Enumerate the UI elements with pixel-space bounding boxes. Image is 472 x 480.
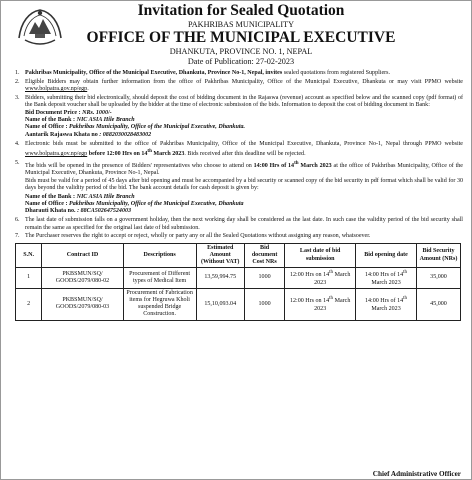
ppmo-website-link[interactable]: www.bolpatra.gov.np/egp bbox=[25, 86, 88, 93]
clause-6: 6. The last date of submission falls on a government holiday, then the next working day shall be considered as the last date. In such case the validity period of the bid security shall remain the same as specified for the original last date of bid submission. bbox=[15, 217, 463, 231]
office-address: DHANKUTA, PROVINCE NO. 1, NEPAL bbox=[169, 47, 313, 56]
table-row: 2 PKBSMUN/SQ/ GOODS/2079/080-03 Procurement of Fabrication items for Hegruwa Kholi suspended Bridge Construction. 15,10,093.04 1000 12:00 Hrs on 14th March 2023 14:00 Hrs of 14th March 2023 45,000 bbox=[16, 288, 461, 320]
clause-3: 3. Bidders, submitting their bid electronically, should deposit the cost of bidding document in the Rajaswa (revenue) account as specified below and the scanned copy (pdf format) of the Bank deposit voucher shall be uploaded by the bidder at the time of electronic submission of the bids. Information to deposit the cost of bidding document in Bank: Bid Document Price : NRs. 1000/- Name of the Bank : NIC ASIA Hile Branch Name of Office : Pakhribas Municipality, Office of the Municipal Executive, Dhankuta. Aantarik Rajaswa Khata no : 0882030028483002 bbox=[15, 95, 463, 138]
table-row: 1 PKBSMUN/SQ/ GOODS/2079/080-02 Procurement of Different types of Medical Item 13,59,994.75 1000 12:00 Hrs on 14th March 2023 14:00 Hrs of 14th March 2023 35,000 bbox=[16, 268, 461, 288]
col-contract-id: Contract ID bbox=[42, 243, 123, 268]
deposit-account: Dharauti Khata no. : 88CA50264752400З bbox=[25, 208, 132, 215]
revenue-account: Aantarik Rajaswa Khata no : 0882030028483002 bbox=[25, 131, 152, 138]
col-bid-security: Bid Security Amount (NRs) bbox=[416, 243, 460, 268]
col-opening-date: Bid opening date bbox=[356, 243, 417, 268]
bank-name-2: Name of the Bank : NIC ASIA Hile Branch bbox=[25, 193, 135, 200]
quotation-table bbox=[15, 243, 461, 321]
office-name: OFFICE OF THE MUNICIPAL EXECUTIVE bbox=[86, 29, 396, 46]
signature-title: Chief Administrative Officer bbox=[372, 470, 461, 478]
col-sn: S.N. bbox=[16, 243, 42, 268]
nepal-emblem-icon bbox=[15, 4, 65, 48]
clause-5: 5. The bids will be opened in the presence of Bidders' representatives who choose to attend on 14:00 Hrs of 14th March 2023 at the office of Pakhribas Municipality, Office of the Municipal Executive, Dhankuta, Province No-1, Nepal. Bids must be valid for a period of 45 days after bid opening and must be accompanied by a bid security or scanned copy of the bid security in pdf format which shall be valid for 30 days beyond the validity period of the bid. The bank account details for cash deposit is given by: Name of the Bank : NIC ASIA Hile Branch Name of Office : Pakhribas Municipality, Office of the Municipal Executive, Dhankuta Dharauti Khata no. : 88CA50264752400З bbox=[15, 159, 463, 215]
municipality-name: PAKHRIBAS MUNICIPALITY bbox=[187, 20, 295, 29]
clause-2: 2. Eligible Bidders may obtain further information from the office of Pakhribas Municipality, Office of the Municipal Executive, Dhankuta or may visit PPMO website www.bolpatra.gov.np/egp. bbox=[15, 78, 463, 93]
notice-title: Invitation for Sealed Quotation bbox=[137, 2, 345, 19]
col-last-date: Last date of bid submission bbox=[285, 243, 356, 268]
office-name-1: Name of Office : Pakhribas Municipality, Office of the Municipal Executive, Dhankuta. bbox=[25, 124, 246, 131]
office-name-2: Name of Office : Pakhribas Municipality, Office of the Municipal Executive, Dhankuta bbox=[25, 201, 244, 208]
ppmo-website-link-2[interactable]: www.bolpatra.gov.np/egp bbox=[25, 150, 88, 157]
col-descriptions: Descriptions bbox=[123, 243, 196, 268]
clause-1: 1. Pakhribas Municipality, Office of the Municipal Executive, Dhankuta, Province No-1, Nepal, invites sealed quotations from registered Suppliers. bbox=[15, 70, 391, 76]
clause-7: 7. The Purchaser reserves the right to accept or reject, wholly or party any or all the Sealed Quotations without assigning any reason, whatsoever. bbox=[15, 233, 371, 240]
bid-validity-text: Bids must be valid for a period of 45 days after bid opening and must be accompanied by a bid security or scanned copy of the bid security in pdf format which shall be valid for 30 days beyond the validity period of the bid. The bank account details for cash deposit is given by: bbox=[25, 177, 463, 191]
notice-body bbox=[15, 70, 463, 321]
publication-date: Date of Publication: 27-02-2023 bbox=[187, 57, 295, 66]
clause-4: 4. Electronic bids must be submitted to the office of Pakhribas Municipality, Office of the Municipal Executive, Dhankuta, Province No-1, Nepal through PPMO website www.bolpatra.gov.np/egp before 12:00 Hrs on 14th March 2023. Bids received after this deadline will be rejected. bbox=[15, 140, 463, 157]
table-header-row bbox=[16, 243, 461, 268]
bank-name-1: Name of the Bank : NIC ASIA Hile Branch bbox=[25, 117, 135, 124]
col-estimated-amount: Estimated Amount (Without VAT) bbox=[196, 243, 244, 268]
col-bid-document-cost: Bid document Cost NRs bbox=[244, 243, 284, 268]
bid-document-price: Bid Document Price : NRs. 1000/- bbox=[25, 109, 112, 116]
